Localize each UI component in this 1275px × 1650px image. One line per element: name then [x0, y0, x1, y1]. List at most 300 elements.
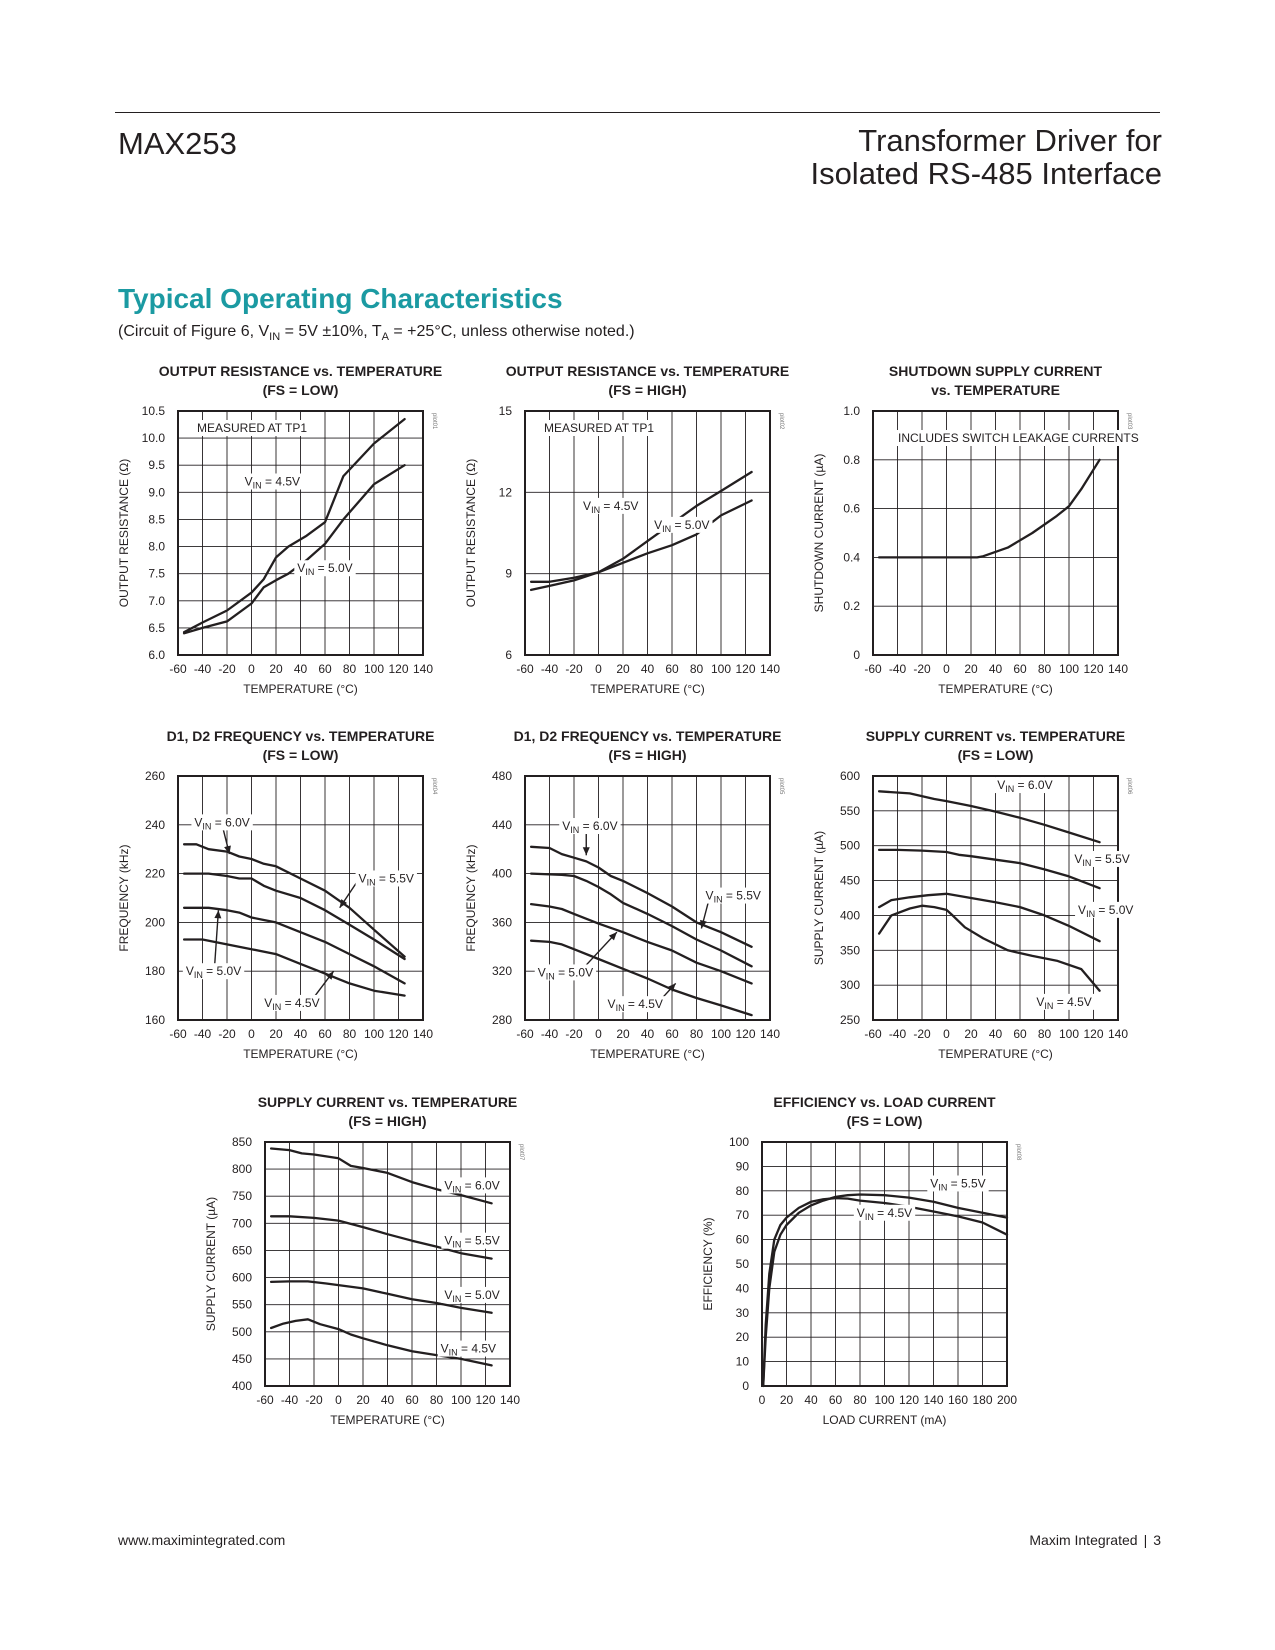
x-tick-label: -20 [305, 1393, 323, 1407]
series-label-v: V [264, 995, 273, 1010]
x-tick-label: 100 [363, 662, 385, 676]
series-line [879, 894, 1100, 941]
series-label-v: V [1078, 902, 1087, 917]
chart-output-resistance-fs-low [113, 362, 473, 722]
series-label-v: V [194, 815, 203, 830]
chart-d1d2-frequency-fs-high [460, 727, 820, 1087]
y-tick-label: 400 [231, 1379, 252, 1393]
series-label-sub: IN [1082, 857, 1092, 868]
series-label-value: = 5.5V [375, 871, 414, 886]
y-tick-label: 6.5 [148, 620, 165, 635]
chart-title-line: (FS = LOW) [262, 382, 339, 398]
x-tick-label: 40 [804, 1393, 818, 1407]
y-tick-label: 8.5 [148, 512, 165, 527]
series-line [763, 1195, 1007, 1387]
series-label-value: = 4.5V [281, 995, 320, 1010]
y-tick-label: 400 [491, 866, 512, 881]
x-tick-label: 120 [898, 1393, 920, 1407]
label-arrowhead [214, 910, 221, 918]
section-title: Typical Operating Characteristics [118, 283, 563, 314]
y-tick-label: 400 [839, 908, 860, 923]
footer-company: Maxim Integrated [1029, 1532, 1138, 1548]
series-label-value: = 4.5V [261, 474, 301, 489]
chart-title-line: D1, D2 FREQUENCY vs. TEMPERATURE [166, 728, 435, 744]
x-tick-label: 80 [342, 1027, 357, 1041]
x-tick-label: 80 [429, 1393, 444, 1407]
y-tick-label: 12 [498, 485, 512, 500]
series-label-v: V [444, 1178, 453, 1193]
series-label-v: V [856, 1205, 865, 1220]
x-tick-label: 60 [665, 662, 679, 676]
x-tick-label: -40 [193, 662, 212, 676]
series-label-sub: IN [272, 1001, 282, 1012]
x-tick-label: 0 [335, 1393, 342, 1407]
series-label-v: V [607, 997, 616, 1012]
series-label-value: = 5.0V [461, 1287, 500, 1302]
series-label-v: V [562, 819, 571, 834]
series-label-value: = 5.0V [554, 965, 594, 980]
x-tick-label: 100 [710, 1027, 732, 1041]
x-tick-label: -40 [540, 662, 559, 676]
series-label-value: = 6.0V [579, 819, 618, 834]
series-label-value: = 5.5V [461, 1233, 500, 1248]
test-conditions [118, 323, 635, 343]
series-label-v: V [244, 474, 253, 489]
x-tick-label: 20 [964, 1027, 978, 1041]
x-tick-label: -20 [218, 662, 236, 676]
x-tick-label: 80 [689, 1027, 704, 1041]
y-tick-label: 7.0 [148, 593, 165, 608]
x-tick-label: 80 [1037, 662, 1052, 676]
x-tick-label: 120 [1083, 1027, 1104, 1041]
x-tick-label: 0 [758, 1393, 766, 1407]
x-tick-label: 140 [412, 662, 434, 676]
plot-code: plot01 [431, 413, 437, 430]
chart-supply-current-fs-high [200, 1093, 560, 1453]
x-tick-label: -40 [888, 1027, 907, 1041]
x-tick-label: 60 [828, 1393, 843, 1407]
plot-code: plot04 [431, 778, 437, 795]
y-tick-label: 9.5 [148, 458, 165, 473]
y-tick-label: 750 [231, 1189, 252, 1204]
x-tick-label: 140 [759, 662, 781, 676]
x-tick-label: 60 [405, 1393, 419, 1407]
y-axis-label: SHUTDOWN CURRENT (µA) [812, 453, 826, 613]
series-line [271, 1149, 492, 1204]
series-label-v: V [705, 888, 714, 903]
y-tick-label: 30 [735, 1305, 749, 1320]
y-axis-label: EFFICIENCY (%) [701, 1217, 715, 1311]
x-tick-label: -60 [516, 1027, 534, 1041]
series-label-value: = 4.5V [624, 997, 663, 1012]
x-axis-label: TEMPERATURE (°C) [243, 1047, 358, 1061]
series-label-sub: IN [938, 1182, 948, 1193]
x-tick-label: 140 [412, 1027, 434, 1041]
series-label-sub: IN [305, 567, 315, 578]
y-tick-label: 90 [735, 1159, 749, 1174]
y-tick-label: 6.0 [148, 648, 165, 662]
cond-sub-a: A [381, 331, 389, 344]
x-tick-label: 100 [1058, 1027, 1080, 1041]
chart-title-line: OUTPUT RESISTANCE vs. TEMPERATURE [505, 363, 790, 379]
cond-prefix: (Circuit of Figure 6, V [118, 323, 270, 340]
plot-code: plot03 [1126, 413, 1132, 430]
label-arrowhead [583, 847, 590, 855]
series-label-value: = 6.0V [211, 815, 250, 830]
x-tick-label: 40 [293, 1027, 308, 1041]
y-tick-label: 600 [839, 769, 860, 783]
y-tick-label: 15 [498, 404, 512, 418]
y-tick-label: 1.0 [843, 404, 860, 418]
y-tick-label: 70 [735, 1208, 749, 1223]
x-tick-label: 100 [1058, 662, 1080, 676]
chart-d1d2-frequency-fs-low [113, 727, 473, 1087]
chart-efficiency-vs-load [697, 1093, 1057, 1453]
x-tick-label: 40 [380, 1393, 395, 1407]
series-label-v: V [440, 1341, 449, 1356]
y-tick-label: 0.6 [843, 501, 860, 516]
chart-title-line: SHUTDOWN SUPPLY CURRENT [888, 363, 1103, 379]
cond-suffix: = +25°C, unless otherwise noted.) [388, 323, 635, 340]
x-tick-label: -60 [864, 662, 882, 676]
x-tick-label: -40 [280, 1393, 299, 1407]
part-number: MAX253 [118, 126, 237, 161]
x-tick-label: -40 [888, 662, 907, 676]
series-label-value: = 5.5V [947, 1176, 986, 1191]
series-line [879, 906, 1100, 991]
x-tick-label: 140 [1107, 662, 1129, 676]
y-tick-label: 800 [231, 1162, 252, 1177]
plot-code: plot02 [778, 413, 784, 430]
series-label-value: = 4.5V [1053, 994, 1092, 1009]
y-axis-label: OUTPUT RESISTANCE (Ω) [464, 458, 478, 608]
y-tick-label: 160 [144, 1013, 165, 1027]
y-tick-label: 600 [231, 1270, 252, 1285]
x-tick-label: -20 [218, 1027, 236, 1041]
series-label-v: V [297, 561, 306, 576]
series-label-sub: IN [615, 1003, 625, 1014]
y-tick-label: 450 [231, 1351, 252, 1366]
series-label-sub: IN [448, 1347, 458, 1358]
document-title-line1: Transformer Driver for [858, 123, 1162, 158]
x-tick-label: 20 [356, 1393, 370, 1407]
x-tick-label: 100 [450, 1393, 472, 1407]
chart-title-line: (FS = HIGH) [348, 1113, 427, 1129]
chart-note: INCLUDES SWITCH LEAKAGE CURRENTS [898, 431, 1139, 445]
series-label-sub: IN [1086, 908, 1096, 919]
series-label-sub: IN [452, 1293, 462, 1304]
x-tick-label: 40 [640, 1027, 655, 1041]
y-axis-label: FREQUENCY (kHz) [464, 844, 478, 952]
y-tick-label: 9.0 [148, 485, 165, 500]
x-axis-label: TEMPERATURE (°C) [243, 682, 358, 696]
x-tick-label: 20 [269, 1027, 283, 1041]
footer-page-info [1029, 1532, 1161, 1548]
series-line [531, 472, 752, 582]
x-tick-label: 0 [595, 662, 602, 676]
y-tick-label: 650 [231, 1243, 252, 1258]
x-tick-label: 60 [318, 662, 332, 676]
series-label-sub: IN [1044, 1000, 1054, 1011]
y-tick-label: 280 [491, 1013, 512, 1027]
label-arrow-line [215, 910, 219, 964]
footer-separator: | [1143, 1532, 1148, 1548]
plot-code: plot08 [1015, 1144, 1021, 1161]
series-line [184, 844, 405, 956]
x-tick-label: -60 [864, 1027, 882, 1041]
x-tick-label: 40 [293, 662, 308, 676]
x-tick-label: 0 [248, 662, 255, 676]
x-tick-label: 80 [342, 662, 357, 676]
chart-title-line: (FS = LOW) [262, 747, 339, 763]
y-axis-label: FREQUENCY (kHz) [117, 844, 131, 952]
series-label-sub: IN [366, 877, 376, 888]
series-label-v: V [444, 1233, 453, 1248]
y-tick-label: 700 [231, 1216, 252, 1231]
x-tick-label: 20 [779, 1393, 794, 1407]
y-tick-label: 200 [144, 915, 165, 930]
series-line [763, 1198, 1007, 1386]
x-tick-label: -20 [565, 1027, 583, 1041]
plot-code: plot05 [778, 778, 784, 795]
y-tick-label: 550 [839, 803, 860, 818]
series-line [184, 465, 405, 633]
x-tick-label: 80 [853, 1393, 867, 1407]
x-tick-label: 20 [964, 662, 978, 676]
y-tick-label: 100 [728, 1135, 749, 1149]
series-label-value: = 5.0V [671, 517, 710, 532]
y-tick-label: 260 [144, 769, 165, 783]
y-tick-label: 7.5 [148, 566, 165, 581]
y-tick-label: 450 [839, 873, 860, 888]
chart-title-line: SUPPLY CURRENT vs. TEMPERATURE [257, 1094, 518, 1110]
y-tick-label: 320 [491, 964, 512, 979]
footer-website: www.maximintegrated.com [118, 1532, 286, 1548]
cond-sub-in: IN [269, 331, 281, 344]
x-tick-label: 0 [943, 662, 950, 676]
x-tick-label: 20 [269, 662, 283, 676]
x-tick-label: 120 [735, 662, 756, 676]
series-label-v: V [358, 871, 367, 886]
chart-title-line: EFFICIENCY vs. LOAD CURRENT [773, 1094, 996, 1110]
x-tick-label: 0 [248, 1027, 255, 1041]
series-label-v: V [185, 964, 194, 979]
chart-title-line: (FS = HIGH) [608, 382, 687, 398]
x-tick-label: 160 [947, 1393, 969, 1407]
grid [873, 411, 1118, 655]
series-label-sub: IN [202, 821, 212, 832]
series-label-value: = 4.5V [457, 1341, 497, 1356]
series-label-value: = 4.5V [600, 498, 639, 513]
grid [525, 411, 770, 655]
x-tick-label: 80 [689, 662, 704, 676]
chart-title-line: SUPPLY CURRENT vs. TEMPERATURE [865, 728, 1126, 744]
x-tick-label: 60 [318, 1027, 332, 1041]
series-label-v: V [997, 778, 1006, 793]
series-line [184, 419, 405, 632]
series-label-value: = 5.5V [1091, 851, 1130, 866]
y-tick-label: 6 [505, 648, 512, 662]
x-tick-label: 40 [640, 662, 655, 676]
series-label-value: = 5.0V [314, 561, 353, 576]
y-tick-label: 50 [735, 1257, 749, 1271]
y-tick-label: 10.0 [141, 431, 165, 446]
x-axis-label: TEMPERATURE (°C) [938, 682, 1053, 696]
y-tick-label: 350 [839, 943, 860, 958]
y-tick-label: 9 [505, 566, 512, 581]
y-tick-label: 360 [491, 915, 512, 930]
series-line [531, 874, 752, 967]
x-axis-label: LOAD CURRENT (mA) [822, 1413, 947, 1427]
series-label-value: = 5.5V [722, 888, 761, 903]
series-line [879, 791, 1100, 842]
x-tick-label: 120 [388, 1027, 409, 1041]
x-tick-label: 200 [996, 1393, 1018, 1407]
document-title [810, 124, 1162, 190]
y-axis-label: SUPPLY CURRENT (µA) [204, 1196, 218, 1332]
y-tick-label: 850 [231, 1135, 252, 1149]
series-label-value: = 4.5V [873, 1205, 913, 1220]
x-tick-label: 20 [616, 1027, 630, 1041]
x-tick-label: 80 [1037, 1027, 1052, 1041]
series-line [879, 850, 1100, 888]
y-tick-label: 480 [491, 769, 512, 783]
series-label-sub: IN [570, 825, 580, 836]
x-tick-label: 140 [1107, 1027, 1129, 1041]
y-tick-label: 500 [839, 838, 860, 853]
chart-title-line: (FS = LOW) [957, 747, 1034, 763]
series-label-value: = 6.0V [461, 1178, 500, 1193]
y-tick-label: 0.8 [843, 452, 860, 467]
x-axis-label: TEMPERATURE (°C) [330, 1413, 445, 1427]
x-tick-label: 120 [388, 662, 409, 676]
chart-title-line: (FS = LOW) [846, 1113, 923, 1129]
y-tick-label: 440 [491, 817, 512, 832]
series-label-v: V [654, 517, 663, 532]
chart-note: MEASURED AT TP1 [197, 421, 308, 435]
x-tick-label: -40 [540, 1027, 559, 1041]
x-tick-label: -60 [169, 662, 187, 676]
cond-mid: = 5V ±10%, T [280, 323, 382, 340]
x-tick-label: 20 [616, 662, 630, 676]
x-tick-label: 60 [1013, 662, 1027, 676]
series-label-sub: IN [545, 971, 555, 982]
x-tick-label: -60 [256, 1393, 274, 1407]
y-axis-label: SUPPLY CURRENT (µA) [812, 830, 826, 966]
series-label-v: V [444, 1287, 453, 1302]
y-tick-label: 220 [144, 866, 165, 881]
y-tick-label: 180 [144, 964, 165, 979]
chart-output-resistance-fs-high [460, 362, 820, 722]
y-tick-label: 80 [735, 1183, 749, 1198]
plot-code: plot06 [1126, 778, 1132, 795]
x-tick-label: 140 [499, 1393, 521, 1407]
x-tick-label: -60 [516, 662, 534, 676]
plot-code: plot07 [518, 1144, 524, 1161]
label-arrowhead [326, 971, 334, 979]
x-tick-label: 100 [874, 1393, 895, 1407]
series-label-sub: IN [452, 1184, 462, 1195]
y-axis-label: OUTPUT RESISTANCE (Ω) [117, 458, 131, 608]
x-tick-label: 180 [972, 1393, 993, 1407]
y-tick-label: 60 [735, 1232, 749, 1247]
x-tick-label: 40 [988, 662, 1003, 676]
x-tick-label: 0 [595, 1027, 602, 1041]
x-tick-label: -40 [193, 1027, 212, 1041]
chart-title-line: vs. TEMPERATURE [931, 382, 1060, 398]
x-tick-label: 60 [1013, 1027, 1027, 1041]
x-axis-label: TEMPERATURE (°C) [590, 682, 705, 696]
series-label-sub: IN [193, 970, 203, 981]
x-tick-label: 60 [665, 1027, 679, 1041]
y-tick-label: 0.2 [843, 599, 860, 614]
series-label-sub: IN [662, 523, 672, 534]
x-tick-label: -20 [913, 1027, 931, 1041]
series-label-v: V [583, 498, 592, 513]
y-tick-label: 0 [742, 1379, 749, 1393]
x-tick-label: 100 [363, 1027, 385, 1041]
x-tick-label: 140 [759, 1027, 781, 1041]
series-label-sub: IN [452, 1239, 462, 1250]
chart-title-line: D1, D2 FREQUENCY vs. TEMPERATURE [513, 728, 782, 744]
series-label-sub: IN [252, 480, 262, 491]
x-tick-label: 120 [475, 1393, 496, 1407]
x-axis-label: TEMPERATURE (°C) [938, 1047, 1053, 1061]
x-axis-label: TEMPERATURE (°C) [590, 1047, 705, 1061]
y-tick-label: 240 [144, 817, 165, 832]
x-tick-label: 120 [735, 1027, 756, 1041]
series-label-value: = 5.0V [1095, 902, 1134, 917]
document-title-line2: Isolated RS-485 Interface [810, 156, 1162, 191]
y-tick-label: 0.4 [843, 550, 860, 565]
y-tick-label: 10 [735, 1354, 749, 1369]
y-tick-label: 8.0 [148, 539, 165, 554]
grid [178, 411, 423, 655]
x-tick-label: -20 [565, 662, 583, 676]
chart-title-line: OUTPUT RESISTANCE vs. TEMPERATURE [158, 363, 443, 379]
series-label-sub: IN [864, 1211, 874, 1222]
series-label-value: = 5.0V [202, 964, 242, 979]
y-tick-label: 500 [231, 1324, 252, 1339]
series-label-v: V [537, 965, 546, 980]
x-tick-label: -20 [913, 662, 931, 676]
x-tick-label: 120 [1083, 662, 1104, 676]
chart-shutdown-supply-current [808, 362, 1168, 722]
x-tick-label: 0 [943, 1027, 950, 1041]
series-label-sub: IN [713, 894, 723, 905]
page-number: 3 [1153, 1532, 1161, 1548]
series-label-sub: IN [591, 504, 601, 515]
header-rule [115, 112, 1160, 113]
y-tick-label: 300 [839, 978, 860, 993]
x-tick-label: -60 [169, 1027, 187, 1041]
series-label-value: = 6.0V [1014, 778, 1053, 793]
y-tick-label: 40 [735, 1281, 749, 1296]
y-tick-label: 20 [735, 1330, 749, 1345]
y-tick-label: 0 [853, 648, 860, 662]
y-tick-label: 550 [231, 1297, 252, 1312]
chart-note: MEASURED AT TP1 [544, 421, 655, 435]
series-label-sub: IN [1005, 784, 1015, 795]
x-tick-label: 40 [988, 1027, 1003, 1041]
series-label-v: V [1074, 851, 1083, 866]
y-tick-label: 250 [839, 1013, 860, 1027]
chart-supply-current-fs-low [808, 727, 1168, 1087]
x-tick-label: 140 [923, 1393, 944, 1407]
series-label-v: V [1036, 994, 1045, 1009]
series-label-v: V [930, 1176, 939, 1191]
y-tick-label: 10.5 [141, 404, 165, 418]
